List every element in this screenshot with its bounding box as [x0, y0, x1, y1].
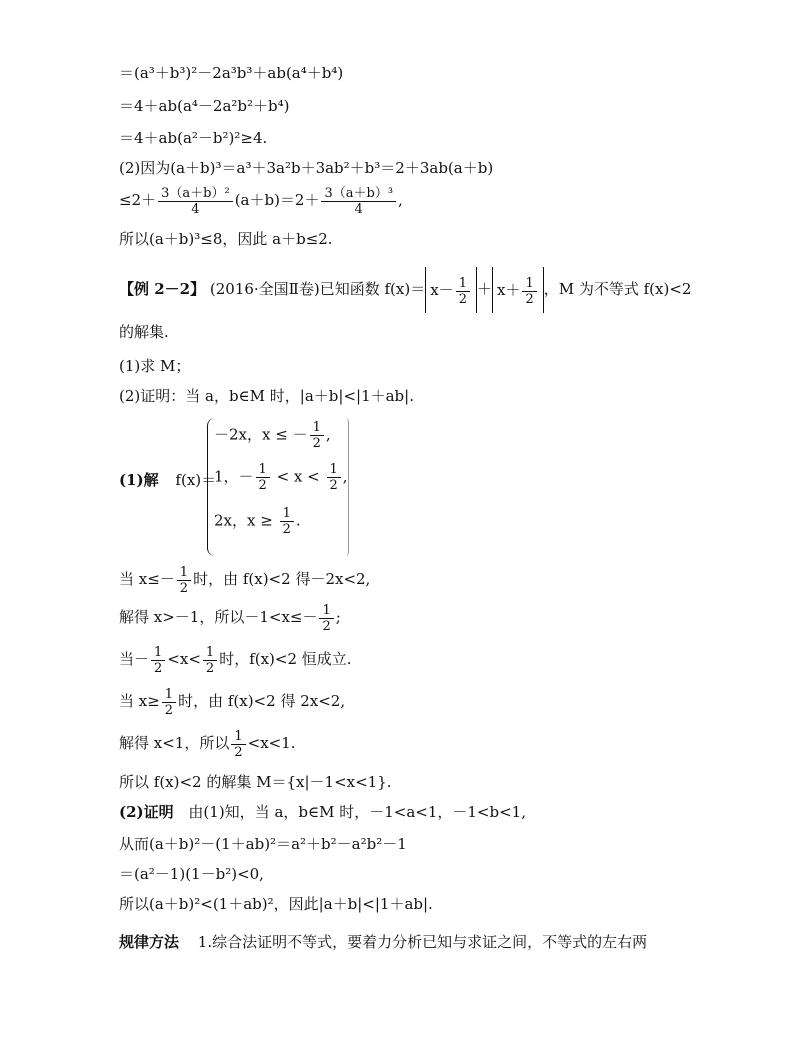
fraction-1: [158, 186, 233, 217]
step-4-post: 时，由 f(x)<2 得 2x<2,: [178, 692, 346, 710]
abs-value-1: [425, 267, 477, 313]
proof-2-line-1: [119, 802, 526, 822]
step-5-post: <x<1.: [247, 734, 296, 752]
step-3-mid: <x<: [167, 650, 201, 668]
example-label: 【例 2－2】: [119, 280, 206, 298]
half-den: 2: [258, 478, 267, 493]
step-2: [119, 600, 341, 634]
half-fraction: [280, 506, 294, 537]
half-fraction: [256, 462, 270, 493]
fx-def: f(x)＝: [175, 471, 217, 489]
half-den: 2: [179, 580, 189, 596]
piecewise-case-3: [214, 506, 301, 537]
proof-line-1: ＝(a³＋b³)²－2a³b³＋ab(a⁴＋b⁴): [119, 64, 344, 82]
abs-1-prefix: x－: [430, 281, 454, 299]
piecewise-case-2: [214, 462, 348, 493]
abs-2-prefix: x＋: [496, 281, 521, 299]
fraction-2-den: 4: [354, 201, 363, 217]
solution-1-label: [119, 470, 216, 490]
step-1: [119, 562, 370, 596]
proof-2-line-4: 所以(a＋b)²<(1＋ab)²，因此|a＋b|<|1＋ab|.: [119, 895, 433, 913]
fraction-2-num: 3（a＋b）³: [324, 185, 394, 201]
step-5: [119, 726, 296, 760]
abs-value-2: [492, 267, 544, 313]
half-den: 2: [322, 618, 331, 634]
case-3-text: 2x，x ≥: [214, 511, 278, 530]
proof-line-6: 所以(a＋b)³≤8，因此 a＋b≤2.: [119, 230, 333, 248]
case-3-post: .: [295, 511, 301, 530]
line5-post: ,: [398, 191, 403, 209]
step-2-prefix: 解得 x>－1，所以－1<x≤－: [119, 608, 318, 626]
method-label: 规律方法: [119, 933, 180, 951]
step-4-prefix: 当 x≥: [119, 692, 160, 710]
half-fraction: [522, 276, 536, 307]
line5-prefix: ≤2＋: [119, 191, 157, 209]
question-1: (1)求 M；: [119, 357, 191, 375]
solution-label: (1)解: [119, 471, 159, 489]
half-num: 1: [525, 275, 534, 291]
example-text-2: ，M 为不等式 f(x)<2: [543, 280, 692, 298]
case-2-post: ,: [342, 467, 348, 486]
half-den: 2: [525, 291, 534, 307]
half-num: 1: [258, 462, 267, 477]
proof-2-line-2: 从而(a＋b)²－(1＋ab)²＝a²＋b²－a²b²－1: [119, 835, 407, 853]
half-fraction: [151, 645, 165, 676]
step-1-post: 时，由 f(x)<2 得－2x<2,: [193, 570, 371, 588]
half-fraction: [327, 462, 341, 493]
half-num: 1: [329, 462, 338, 477]
step-6: 所以 f(x)<2 的解集 M＝{x|－1<x<1}.: [119, 773, 392, 791]
half-den: 2: [154, 660, 163, 676]
plus-sign: ＋: [476, 280, 492, 298]
half-den: 2: [205, 660, 215, 676]
half-fraction: [203, 645, 217, 676]
question-2: (2)证明：当 a，b∈M 时，|a＋b|<|1＋ab|.: [119, 387, 414, 405]
half-num: 1: [179, 564, 189, 580]
example-heading: [119, 266, 691, 313]
step-4: [119, 684, 345, 718]
half-num: 1: [312, 420, 321, 435]
half-den: 2: [312, 436, 321, 451]
method-line: [119, 932, 647, 952]
step-1-prefix: 当 x≤－: [119, 570, 175, 588]
half-den: 2: [282, 522, 291, 537]
fraction-1-num: 3（a＋b）²: [161, 185, 230, 201]
half-den: 2: [458, 291, 467, 307]
proof-line-4: (2)因为(a＋b)³＝a³＋3a²b＋3ab²＋b³＝2＋3ab(a＋b): [119, 159, 494, 177]
example-text-1: (2016·全国Ⅱ卷)已知函数 f(x)＝: [209, 280, 426, 298]
case-2-mid: < x <: [271, 467, 325, 486]
half-fraction: [231, 729, 245, 760]
fraction-1-den: 4: [191, 201, 200, 217]
step-3-post: 时，f(x)<2 恒成立.: [219, 650, 352, 668]
half-fraction: [456, 276, 470, 307]
half-num: 1: [234, 728, 243, 744]
step-2-post: ;: [335, 608, 341, 626]
half-fraction: [310, 420, 324, 451]
proof-label: (2)证明: [119, 803, 174, 821]
case-2-prefix: 1，－: [214, 467, 254, 486]
case-1-text: －2x，x ≤ －: [214, 425, 308, 444]
half-fraction: [319, 603, 333, 634]
half-fraction: [162, 687, 176, 718]
half-num: 1: [322, 602, 331, 618]
step-3: [119, 642, 352, 676]
proof-2-line-3: ＝(a²－1)(1－b²)<0,: [119, 865, 264, 883]
half-num: 1: [164, 686, 174, 702]
case-1-post: ,: [325, 425, 331, 444]
proof-line-3: ＝4＋ab(a²－b²)²≥4.: [119, 129, 268, 147]
half-den: 2: [164, 702, 174, 718]
fraction-2: [321, 186, 396, 217]
half-num: 1: [282, 506, 291, 521]
half-den: 2: [329, 478, 338, 493]
line5-middle: (a＋b)＝2＋: [234, 191, 320, 209]
method-text: 1.综合法证明不等式，要着力分析已知与求证之间，不等式的左右两: [197, 933, 648, 951]
half-num: 1: [154, 644, 163, 660]
step-3-prefix: 当－: [119, 650, 150, 668]
half-num: 1: [205, 644, 215, 660]
proof-line-5: [119, 180, 403, 220]
proof-line-2: ＝4＋ab(a⁴－2a²b²＋b⁴): [119, 97, 290, 115]
piecewise-case-1: [214, 420, 331, 451]
half-fraction: [177, 565, 191, 596]
proof-2-text: 由(1)知，当 a，b∈M 时，－1<a<1，－1<b<1,: [188, 803, 526, 821]
example-text-3: 的解集.: [119, 323, 169, 341]
half-num: 1: [458, 275, 467, 291]
half-den: 2: [234, 744, 243, 760]
step-5-prefix: 解得 x<1，所以: [119, 734, 230, 752]
